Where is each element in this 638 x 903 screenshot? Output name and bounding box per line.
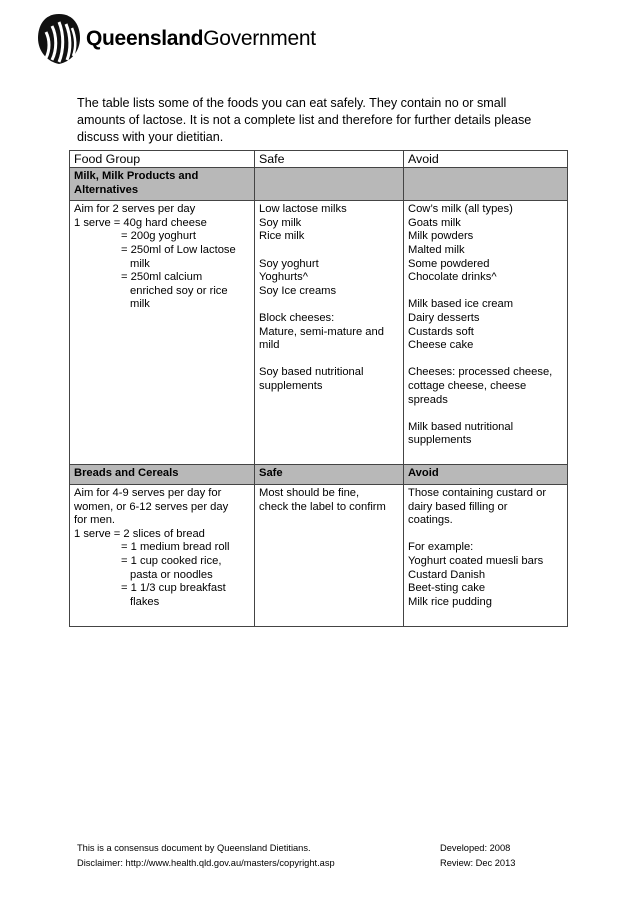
list-item: cottage cheese, cheese — [408, 379, 527, 392]
list-item: Aim for 2 serves per day — [74, 203, 196, 216]
list-item: Most should be fine, — [259, 487, 360, 500]
list-item: Soy Ice creams — [259, 284, 337, 297]
footer-developed-date: Developed: 2008 — [440, 843, 511, 853]
list-spacer — [408, 407, 563, 421]
section-row-breads — [70, 465, 568, 485]
list-item: 1 serve = 2 slices of bread — [74, 527, 205, 540]
footer-disclaimer-text: Disclaimer: http://www.health.qld.gov.au/masters/copyright.asp — [77, 858, 335, 868]
table-row-breads — [70, 485, 568, 627]
list-item: For example: — [408, 541, 474, 554]
header-avoid: Avoid — [404, 151, 568, 168]
breads-group-cell — [70, 485, 255, 627]
breads-safe-cell — [255, 485, 404, 627]
milk-avoid-cell — [404, 201, 568, 465]
list-item: Milk powders — [408, 230, 474, 243]
list-spacer — [408, 528, 563, 542]
list-item: check the label to confirm — [259, 500, 386, 513]
section-title: Milk, Milk Products and Alternatives — [70, 168, 255, 201]
list-item: milk — [130, 257, 150, 270]
list-item: 1 serve = 40g hard cheese — [74, 216, 207, 229]
section-row-milk — [70, 168, 568, 201]
list-spacer — [259, 244, 399, 258]
list-item: Soy milk — [259, 216, 302, 229]
breads-avoid-cell — [404, 485, 568, 627]
list-spacer — [408, 353, 563, 367]
list-spacer — [74, 609, 250, 623]
header-food-group: Food Group — [70, 151, 255, 168]
section-avoid — [404, 168, 568, 201]
list-spacer — [408, 448, 563, 462]
section-safe: Safe — [255, 465, 404, 485]
section-avoid: Avoid — [404, 465, 568, 485]
list-item: pasta or noodles — [130, 568, 213, 581]
list-item: Milk based ice cream — [408, 298, 514, 311]
list-item: Custard Danish — [408, 568, 486, 581]
list-item: Beet-sting cake — [408, 582, 486, 595]
logo-regular-text: Government — [203, 27, 316, 50]
footer-right — [440, 841, 515, 871]
list-item: = 1 1/3 cup breakfast — [121, 582, 226, 595]
list-item: Low lactose milks — [259, 203, 347, 216]
list-item: Those containing custard or — [408, 487, 547, 500]
list-item: Goats milk — [408, 216, 461, 229]
list-item: Soy yoghurt — [259, 257, 319, 270]
list-item: coatings. — [408, 514, 453, 527]
list-item: Yoghurts^ — [259, 271, 308, 284]
list-item: mild — [259, 339, 280, 352]
list-spacer — [408, 285, 563, 299]
milk-safe-cell — [255, 201, 404, 465]
queensland-government-logo — [34, 10, 316, 68]
logo-wordmark — [86, 27, 316, 51]
list-item: Block cheeses: — [259, 311, 335, 324]
list-spacer — [259, 353, 399, 367]
list-item: = 250ml of Low lactose — [121, 243, 236, 256]
list-item: Some powdered — [408, 257, 490, 270]
list-item: Cheese cake — [408, 339, 474, 352]
footer-review-date: Review: Dec 2013 — [440, 858, 516, 868]
list-item: flakes — [130, 595, 160, 608]
list-item: Yoghurt coated muesli bars — [408, 555, 544, 568]
section-title: Breads and Cereals — [70, 465, 255, 485]
list-item: Chocolate drinks^ — [408, 271, 497, 284]
logo-bold-text: Queensland — [86, 27, 204, 50]
list-item: Mature, semi-mature and — [259, 325, 384, 338]
list-item: Rice milk — [259, 230, 305, 243]
lactose-food-table — [69, 150, 568, 627]
list-item: dairy based filling or — [408, 500, 508, 513]
milk-group-cell — [70, 201, 255, 465]
table-row-milk — [70, 201, 568, 465]
header-safe: Safe — [255, 151, 404, 168]
list-item: spreads — [408, 393, 448, 406]
list-item: = 200g yoghurt — [121, 230, 196, 243]
list-item: Malted milk — [408, 243, 465, 256]
list-item: = 250ml calcium — [121, 271, 203, 284]
list-item: for men. — [74, 514, 116, 527]
list-spacer — [259, 298, 399, 312]
section-safe — [255, 168, 404, 201]
list-item: Custards soft — [408, 325, 474, 338]
list-item: Milk based nutritional — [408, 420, 514, 433]
list-item: supplements — [259, 379, 323, 392]
table-header-row — [70, 151, 568, 168]
list-item: Cheeses: processed cheese, — [408, 366, 553, 379]
list-item: enriched soy or rice — [130, 284, 228, 297]
footer-consensus-text: This is a consensus document by Queensland Dietitians. — [77, 843, 311, 853]
list-item: Dairy desserts — [408, 311, 480, 324]
list-item: supplements — [408, 434, 472, 447]
list-item: Cow’s milk (all types) — [408, 203, 513, 216]
crest-icon — [34, 10, 84, 68]
list-item: women, or 6-12 serves per day — [74, 500, 229, 513]
list-item: = 1 medium bread roll — [121, 541, 230, 554]
intro-paragraph: The table lists some of the foods you can eat safely. They contain no or small amounts of lactose. It is not a complete list and therefore for further details please discuss with your dietitian. — [77, 96, 532, 144]
list-item: Milk rice pudding — [408, 595, 492, 608]
list-item: milk — [130, 298, 150, 311]
list-item: Aim for 4-9 serves per day for — [74, 487, 222, 500]
list-item: = 1 cup cooked rice, — [121, 555, 222, 568]
footer-left — [77, 841, 335, 871]
list-item: Soy based nutritional — [259, 366, 364, 379]
